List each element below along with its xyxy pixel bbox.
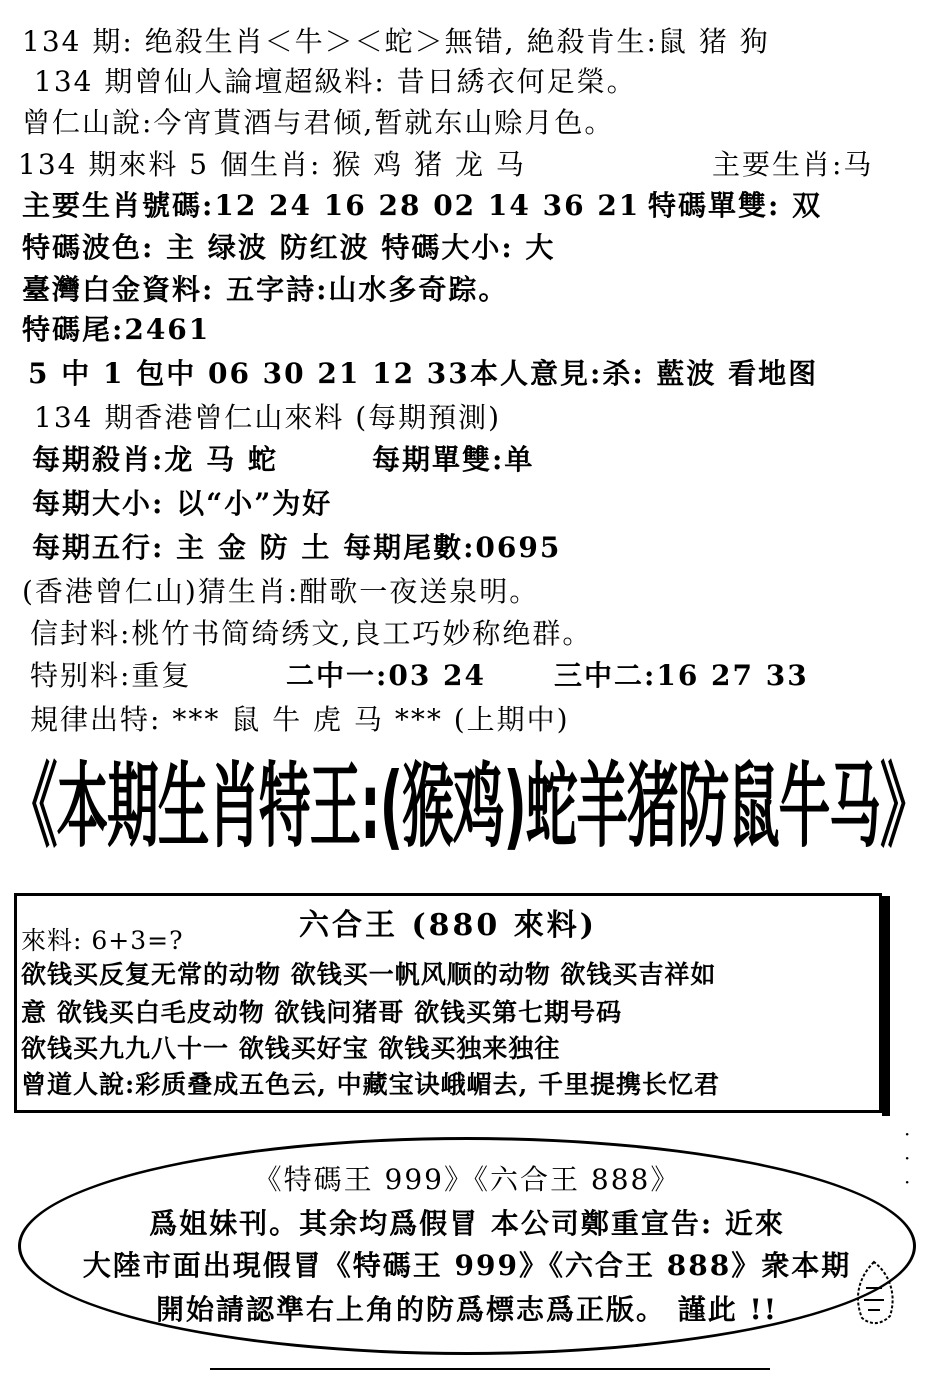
decorative-dots: · · · (904, 1122, 917, 1194)
line-pattern: 規律出特: *** 鼠 牛 虎 马 *** (上期中) (30, 703, 570, 736)
line-special-tail: 特碼尾:2461 (22, 313, 211, 346)
line-wave-color: 特碼波色: 主 绿波 防红波 特碼大小: 大 (22, 231, 556, 264)
box-line-1: 來料: 6+3=? (21, 926, 184, 955)
box-shadow (882, 896, 890, 1116)
notice-oval (18, 1137, 916, 1355)
line-five-in-one: 5 中 1 包中 06 30 21 12 33 (28, 357, 470, 390)
box-title: 六合王 (880 來料) (299, 908, 597, 943)
line-special-material: 特别料:重复 (30, 659, 192, 692)
line-taiwan-data: 臺灣白金資料: 五字詩:山水多奇踪。 (22, 273, 509, 306)
line-hk-material: 134 期香港曾仁山來料 (每期預測) (34, 401, 502, 434)
line-personal-opinion: 本人意見:杀: 藍波 看地图 (470, 357, 819, 390)
notice-line-4: 開始請認準右上角的防爲標志爲正版。 謹此 !! (155, 1293, 779, 1326)
line-odd-even: 特碼單雙: 双 (648, 189, 823, 222)
notice-line-3: 大陸市面出現假冒《特碼王 999》《六合王 888》衆本期 (82, 1249, 852, 1282)
line-main-numbers: 主要生肖號碼:12 24 16 28 02 14 36 21 (22, 189, 641, 222)
box-line-2: 欲钱买反复无常的动物 欲钱买一帆风顺的动物 欲钱买吉祥如 (21, 960, 717, 989)
line-forum-material: 134 期曾仙人論壇超級料: 昔日綉衣何足榮。 (34, 65, 637, 98)
bottom-rule (210, 1368, 770, 1370)
line-kill-each: 每期殺肖:龙 马 蛇 (32, 443, 278, 476)
line-size-each: 每期大小: 以“小”为好 (32, 487, 333, 520)
anti-counterfeit-stamp-icon (848, 1258, 900, 1328)
line-envelope: 信封料:桃竹书简绮绣文,良工巧妙称绝群。 (30, 617, 593, 650)
line-three-in-two: 三中二:16 27 33 (554, 659, 809, 692)
line-kill-zodiac: 134 期: 绝殺生肖＜牛＞＜蛇＞無错, 絶殺肯生:鼠 猪 狗 (22, 25, 770, 58)
notice-line-2: 爲姐妹刊。其余均爲假冒 本公司鄭重宣告: 近來 (149, 1207, 785, 1240)
line-guess-zodiac: (香港曾仁山)猜生肖:酣歌一夜送泉明。 (22, 575, 540, 608)
zodiac-king-banner: 《本期生肖特王:(猴鸡)蛇羊猪防鼠牛马》 (6, 753, 931, 860)
line-two-in-one: 二中一:03 24 (286, 659, 487, 692)
box-line-4: 欲钱买九九八十一 欲钱买好宝 欲钱买独来独往 (21, 1034, 561, 1063)
notice-line-1: 《特碼王 999》《六合王 888》 (253, 1163, 681, 1196)
line-odd-even-each: 每期單雙:单 (372, 443, 535, 476)
line-five-elements: 每期五行: 主 金 防 土 每期尾數:0695 (32, 531, 562, 564)
box-line-3: 意 欲钱买白毛皮动物 欲钱问猪哥 欲钱买第七期号码 (21, 998, 623, 1027)
line-ceng-poem: 曾仁山說:今宵貰酒与君倾,暂就东山赊月色。 (22, 106, 615, 139)
line-main-zodiac: 主要生肖:马 (712, 148, 874, 181)
line-five-zodiacs: 134 期來料 5 個生肖: 猴 鸡 猪 龙 马 (18, 148, 526, 181)
box-line-5: 曾道人說:彩质叠成五色云, 中藏宝诀峨嵋去, 千里提携长忆君 (21, 1070, 721, 1099)
liuhe-box (14, 893, 882, 1113)
